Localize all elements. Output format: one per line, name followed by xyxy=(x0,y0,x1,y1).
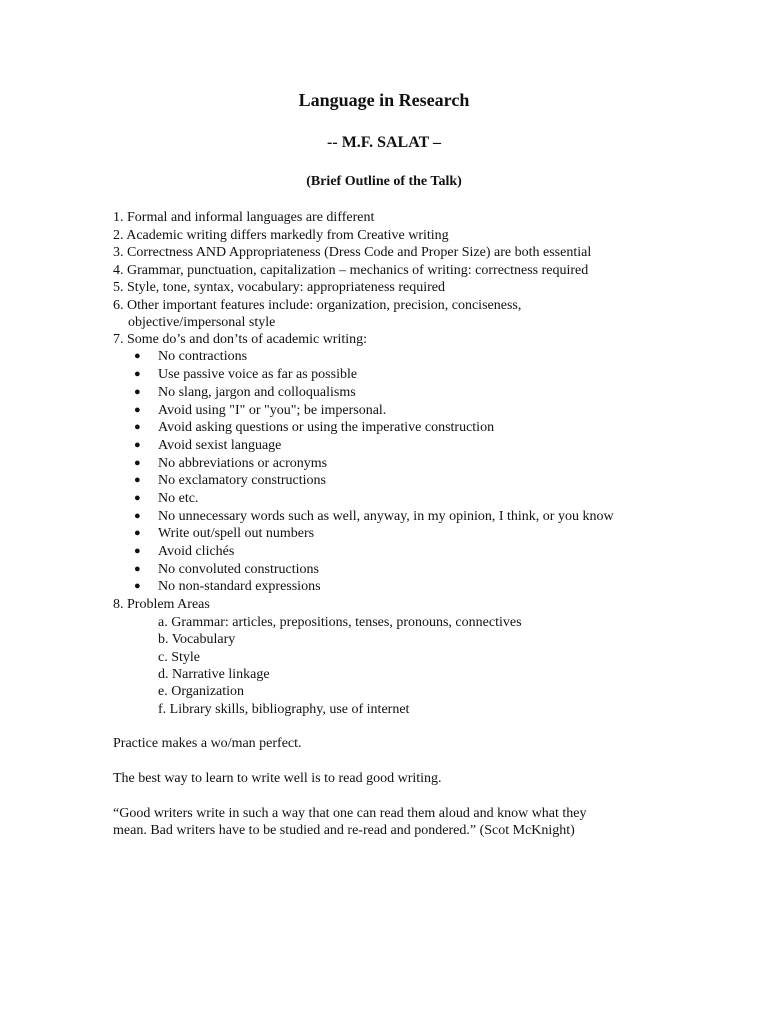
list-item: 3. Correctness AND Appropriateness (Dress Code and Proper Size) are both essential xyxy=(113,245,592,260)
bullet-text: Write out/spell out numbers xyxy=(158,526,315,541)
bullet-icon: ● xyxy=(134,421,141,433)
sub-list-item: d. Narrative linkage xyxy=(158,667,270,682)
bullet-text: No exclamatory constructions xyxy=(158,473,326,488)
bullet-text: No unnecessary words such as well, anyway, in my opinion, I think, or you know xyxy=(158,509,614,524)
bullet-item xyxy=(134,508,614,525)
bullet-icon: ● xyxy=(134,510,141,522)
bullet-icon: ● xyxy=(134,350,141,362)
bullet-text: No contractions xyxy=(158,349,248,364)
bullet-icon: ● xyxy=(134,474,141,486)
bullet-item xyxy=(134,490,198,507)
author-line: -- M.F. SALAT – xyxy=(327,134,441,151)
sub-list-item: a. Grammar: articles, prepositions, tenses, pronouns, connectives xyxy=(158,615,522,630)
bullet-item xyxy=(134,348,247,365)
bullet-item xyxy=(134,366,357,383)
bullet-text: Avoid sexist language xyxy=(158,438,282,453)
bullet-icon: ● xyxy=(134,580,141,592)
bullet-icon: ● xyxy=(134,404,141,416)
bullet-icon: ● xyxy=(134,386,141,398)
bullet-item xyxy=(134,472,326,489)
paragraph: Practice makes a wo/man perfect. xyxy=(113,736,302,751)
bullet-item xyxy=(134,455,327,472)
bullet-icon: ● xyxy=(134,527,141,539)
list-item: 6. Other important features include: organization, precision, conciseness, xyxy=(113,298,522,313)
list-item: 7. Some do’s and don’ts of academic writing: xyxy=(113,332,368,347)
bullet-icon: ● xyxy=(134,439,141,451)
quote-line: “Good writers write in such a way that one can read them aloud and know what they xyxy=(113,806,587,821)
sub-list-item: f. Library skills, bibliography, use of internet xyxy=(158,702,410,717)
bullet-text: No abbreviations or acronyms xyxy=(158,456,328,471)
list-item: 5. Style, tone, syntax, vocabulary: appropriateness required xyxy=(113,280,446,295)
bullet-icon: ● xyxy=(134,563,141,575)
bullet-text: No convoluted constructions xyxy=(158,562,319,577)
bullet-text: No etc. xyxy=(158,491,199,506)
bullet-text: Avoid asking questions or using the imperative construction xyxy=(158,420,495,435)
bullet-item xyxy=(134,384,356,401)
list-item-continuation: objective/impersonal style xyxy=(128,315,276,330)
bullet-icon: ● xyxy=(134,545,141,557)
quote-line: mean. Bad writers have to be studied and re-read and pondered.” (Scot McKnight) xyxy=(113,823,575,838)
bullet-icon: ● xyxy=(134,368,141,380)
bullet-item xyxy=(134,419,494,436)
list-item: 2. Academic writing differs markedly from Creative writing xyxy=(113,228,449,243)
bullet-item xyxy=(134,578,321,595)
document-subtitle: (Brief Outline of the Talk) xyxy=(306,174,462,189)
bullet-text: Avoid using "I" or "you"; be impersonal. xyxy=(158,403,387,418)
bullet-item xyxy=(134,437,281,454)
sub-list-item: e. Organization xyxy=(158,684,245,699)
bullet-icon: ● xyxy=(134,492,141,504)
bullet-text: Use passive voice as far as possible xyxy=(158,367,358,382)
bullet-item xyxy=(134,543,234,560)
sub-list-item: b. Vocabulary xyxy=(158,632,236,647)
bullet-item xyxy=(134,561,319,578)
bullet-text: No slang, jargon and colloqualisms xyxy=(158,385,356,400)
sub-list-item: c. Style xyxy=(158,650,200,665)
list-item: 1. Formal and informal languages are different xyxy=(113,210,375,225)
list-item: 4. Grammar, punctuation, capitalization – mechanics of writing: correctness required xyxy=(113,263,589,278)
bullet-text: Avoid clichés xyxy=(158,544,235,559)
document-title: Language in Research xyxy=(298,90,470,110)
bullet-item xyxy=(134,525,314,542)
list-item: 8. Problem Areas xyxy=(113,597,210,612)
bullet-item xyxy=(134,402,386,419)
bullet-icon: ● xyxy=(134,457,141,469)
bullet-text: No non-standard expressions xyxy=(158,579,321,594)
paragraph: The best way to learn to write well is to read good writing. xyxy=(113,771,442,786)
